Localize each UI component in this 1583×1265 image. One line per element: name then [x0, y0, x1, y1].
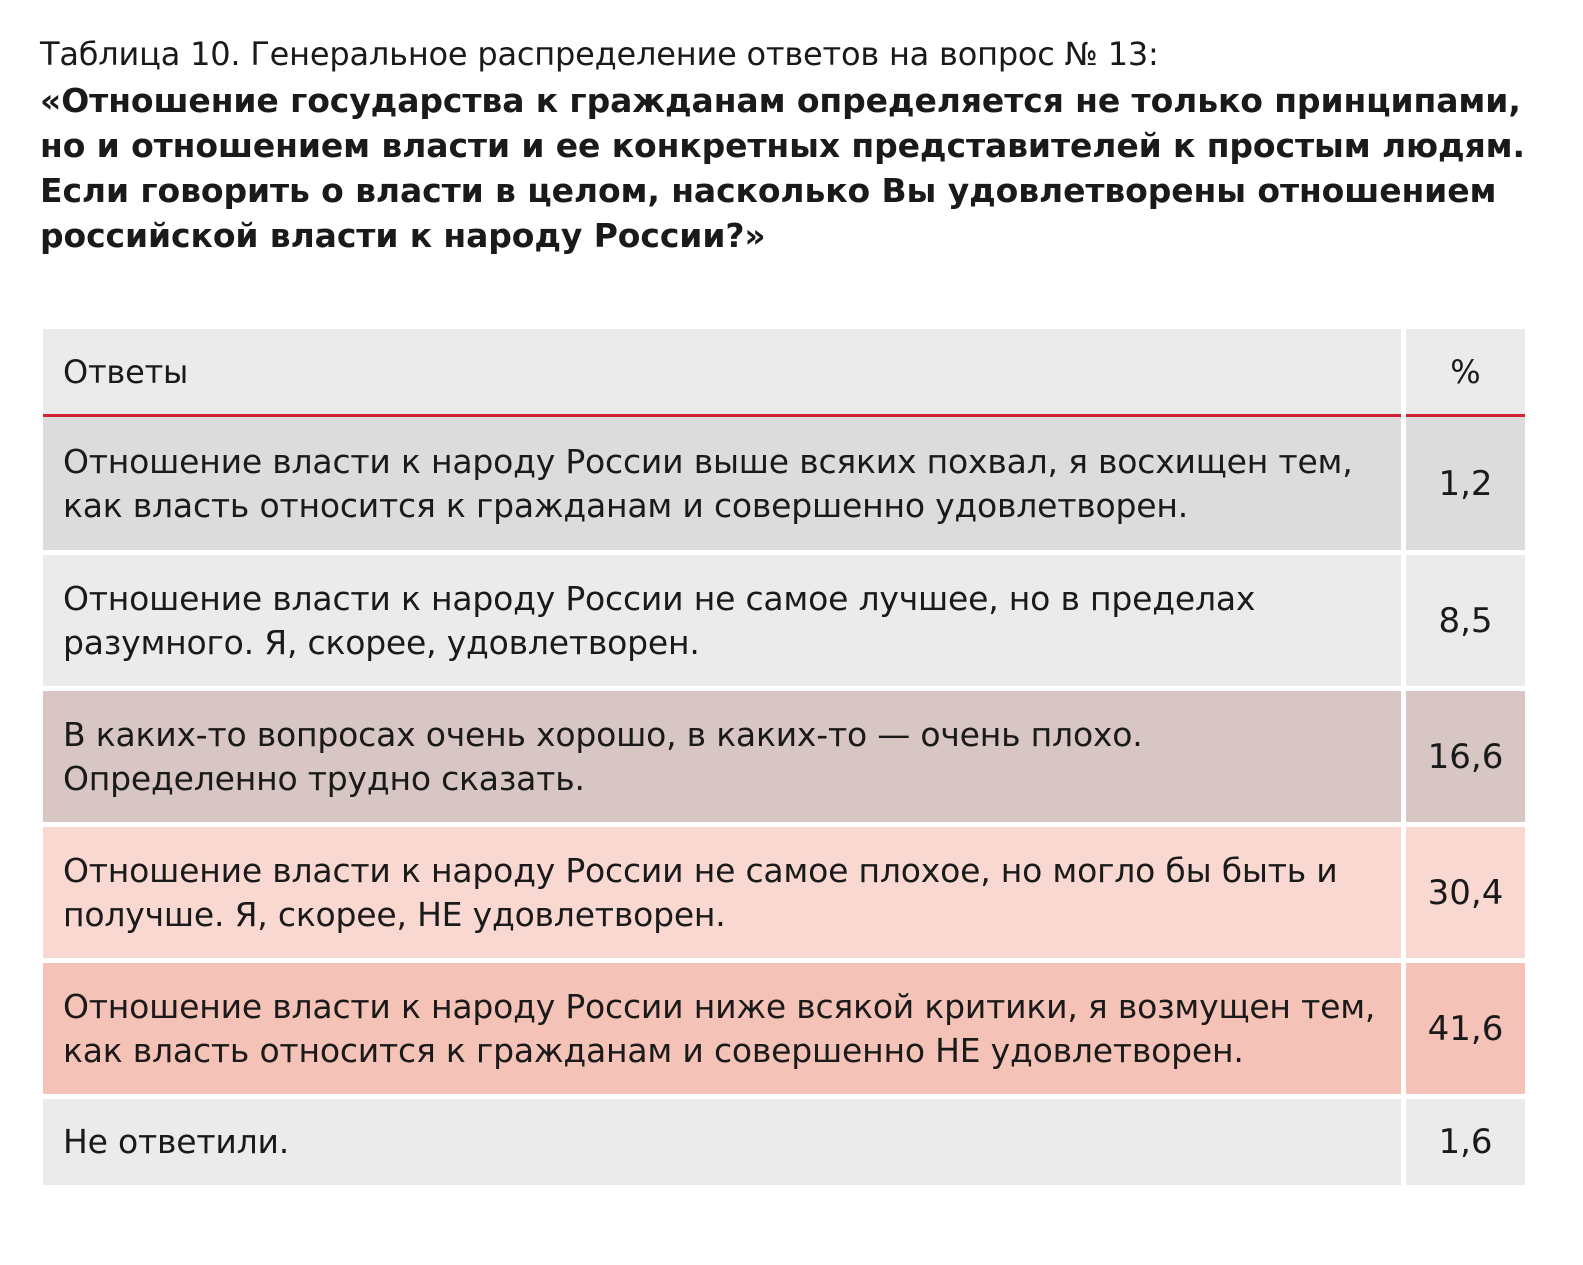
answer-cell: Отношение власти к народу России ниже всякой критики, я возмущен тем, как власть относится к гражданам и совершенно НЕ удовлетворен. — [43, 963, 1401, 1094]
caption-question: «Отношение государства к гражданам определяется не только принципами, но и отношением власти и ее конкретных представителей к простым людям. Если говорить о власти в целом, насколько Вы удовлетворены отношением российской власти к народу России?» — [40, 81, 1525, 255]
percent-cell: 8,5 — [1406, 555, 1525, 686]
table-row — [43, 555, 1525, 686]
percent-cell: 30,4 — [1406, 827, 1525, 958]
table-row — [43, 1099, 1525, 1185]
answer-cell: Не ответили. — [43, 1099, 1401, 1185]
table-row — [43, 963, 1525, 1094]
table-row — [43, 691, 1525, 822]
results-table — [43, 329, 1525, 1190]
answer-cell: Отношение власти к народу России выше всяких похвал, я восхищен тем, как власть относится к гражданам и совершенно удовлетворен. — [43, 417, 1401, 550]
percent-cell: 16,6 — [1406, 691, 1525, 822]
answer-cell: В каких-то вопросах очень хорошо, в каких-то — очень плохо. Определенно трудно сказать. — [43, 691, 1401, 822]
header-percent: % — [1406, 329, 1525, 414]
answer-cell: Отношение власти к народу России не самое плохое, но могло бы быть и получше. Я, скорее, НЕ удовлетворен. — [43, 827, 1401, 958]
percent-cell: 1,6 — [1406, 1099, 1525, 1185]
table-row — [43, 417, 1525, 550]
percent-cell: 41,6 — [1406, 963, 1525, 1094]
answer-cell: Отношение власти к народу России не самое лучшее, но в пределах разумного. Я, скорее, удовлетворен. — [43, 555, 1401, 686]
caption-label: Таблица 10. Генеральное распределение ответов на вопрос № 13: — [40, 35, 1159, 73]
table-header-row — [43, 329, 1525, 414]
percent-cell: 1,2 — [1406, 417, 1525, 550]
table-row — [43, 827, 1525, 958]
table-caption — [40, 30, 1540, 258]
header-answers: Ответы — [43, 329, 1401, 414]
